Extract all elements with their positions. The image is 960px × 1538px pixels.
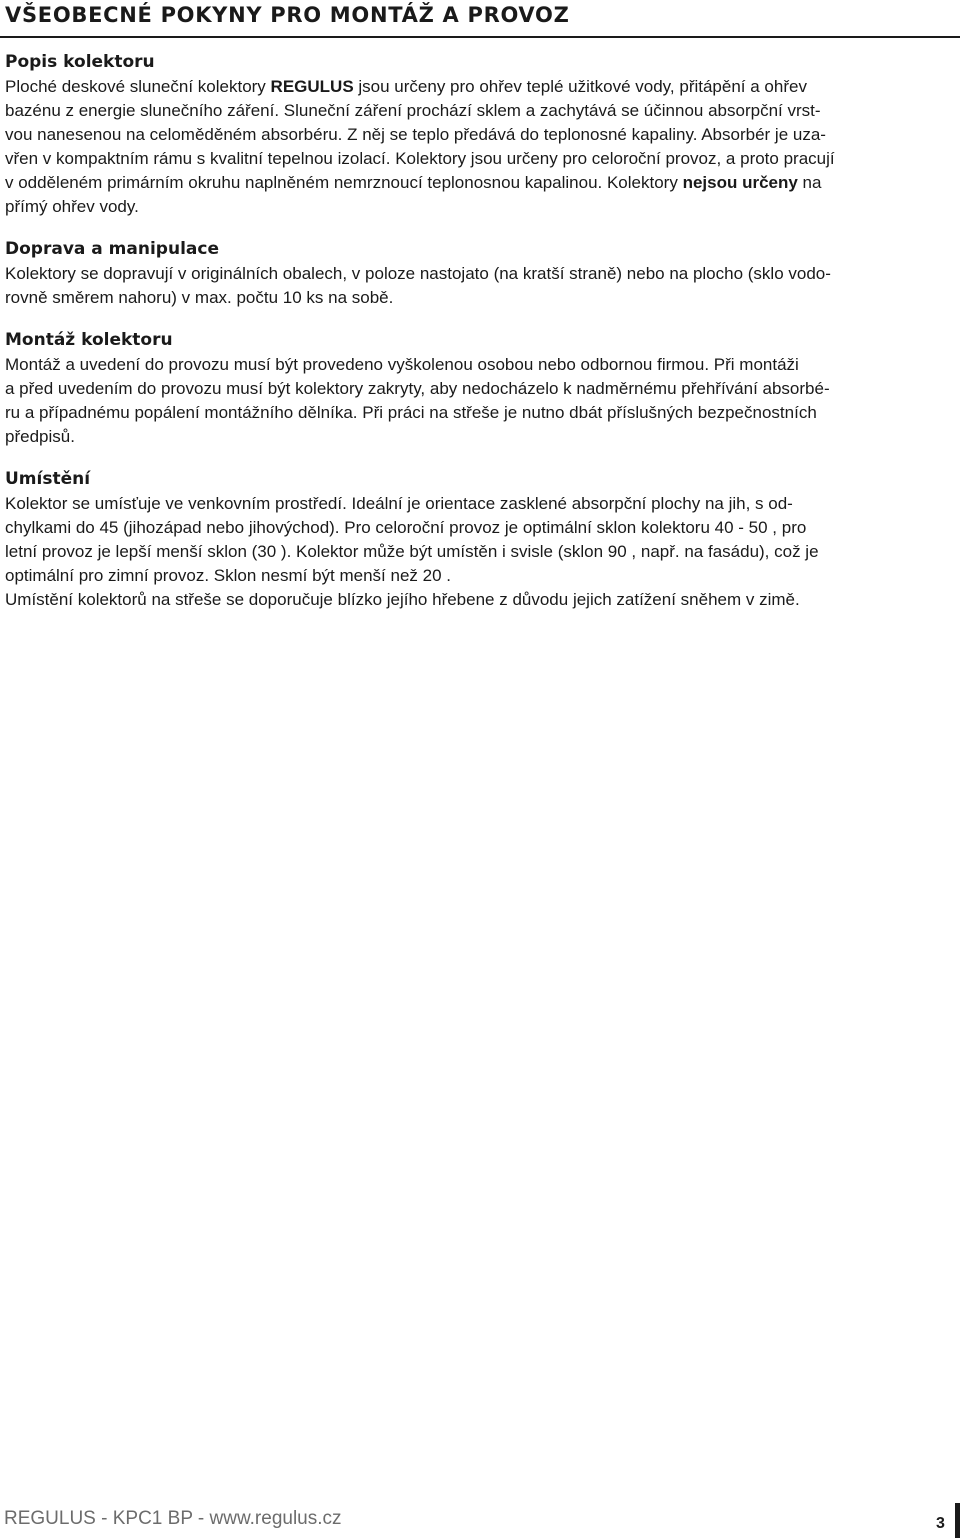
paragraph-line (5, 540, 957, 564)
footer-bar-decoration (955, 1503, 960, 1538)
text-run: bazénu z energie slunečního záření. Sluneční záření prochází sklem a zachytává se účinnou absorpční vrst- (5, 101, 821, 120)
paragraph-line (5, 286, 957, 310)
emphasized-text: REGULUS (270, 77, 354, 96)
text-run: letní provoz je lepší menší sklon (30 ). Kolektor může být umístěn i svisle (sklon 90 , např. na fasádu), což je (5, 542, 819, 561)
paragraph-line (5, 171, 957, 195)
footer-text: REGULUS - KPC1 BP - www.regulus.cz (4, 1508, 342, 1529)
document-body (5, 50, 957, 630)
paragraph-line (5, 492, 957, 516)
text-run: jsou určeny pro ohřev teplé užitkové vody, přitápění a ohřev (353, 77, 807, 96)
text-run: přímý ohřev vody. (5, 197, 139, 216)
section-heading: Montáž kolektoru (5, 330, 173, 350)
text-run: vou nanesenou na celoměděném absorbéru. Z něj se teplo předává do teplonosné kapaliny. Absorbér je uza- (5, 125, 826, 144)
text-run: Ploché deskové sluneční kolektory (5, 77, 271, 96)
text-run: ru a případnému popálení montážního dělníka. Při práci na střeše je nutno dbát příslušných bezpečnostních (5, 403, 817, 422)
section-heading: Doprava a manipulace (5, 239, 219, 259)
text-run: optimální pro zimní provoz. Sklon nesmí být menší než 20 . (5, 566, 451, 585)
paragraph-line (5, 75, 957, 99)
paragraph-line (5, 377, 957, 401)
text-run: Montáž a uvedení do provozu musí být provedeno vyškolenou osobou nebo odbornou firmou. Při montáži (5, 355, 799, 374)
section (5, 328, 957, 449)
title-divider (0, 36, 960, 38)
text-run: chylkami do 45 (jihozápad nebo jihovýchod). Pro celoroční provoz je optimální sklon kolektoru 40 - 50 , pro (5, 518, 807, 537)
paragraph-line (5, 262, 957, 286)
page-number: 3 (936, 1515, 945, 1532)
text-run: Kolektor se umísťuje ve venkovním prostředí. Ideální je orientace zasklené absorpční plochy na jih, s od- (5, 494, 793, 513)
section (5, 50, 957, 219)
text-run: a před uvedením do provozu musí být kolektory zakryty, aby nedocházelo k nadměrnému přehřívání absorbé- (5, 379, 830, 398)
section-heading: Umístění (5, 469, 91, 489)
section-heading: Popis kolektoru (5, 52, 155, 72)
section (5, 467, 957, 612)
text-run: Umístění kolektorů na střeše se doporučuje blízko jejího hřebene z důvodu jejich zatížení sněhem v zimě. (5, 590, 800, 609)
text-run: v odděleném primárním okruhu naplněném nemrznoucí teplonosnou kapalinou. Kolektory (5, 173, 683, 192)
paragraph-line (5, 353, 957, 377)
text-run: předpisů. (5, 427, 75, 446)
paragraph-line (5, 123, 957, 147)
paragraph-line (5, 425, 957, 449)
paragraph-line (5, 147, 957, 171)
text-run: rovně směrem nahoru) v max. počtu 10 ks na sobě. (5, 288, 394, 307)
text-run: na (797, 173, 822, 192)
paragraph-line (5, 516, 957, 540)
page-title: VŠEOBECNÉ POKYNY PRO MONTÁŽ A PROVOZ (5, 3, 570, 27)
emphasized-text: nejsou určeny (682, 173, 798, 192)
text-run: Kolektory se dopravují v originálních obalech, v poloze nastojato (na kratší straně) nebo na plocho (sklo vodo- (5, 264, 831, 283)
paragraph-line (5, 564, 957, 588)
text-run: vřen v kompaktním rámu s kvalitní tepelnou izolací. Kolektory jsou určeny pro celoroční provoz, a proto pracují (5, 149, 835, 168)
paragraph-line (5, 99, 957, 123)
section (5, 237, 957, 310)
paragraph-line (5, 588, 957, 612)
paragraph-line (5, 401, 957, 425)
paragraph-line (5, 195, 957, 219)
